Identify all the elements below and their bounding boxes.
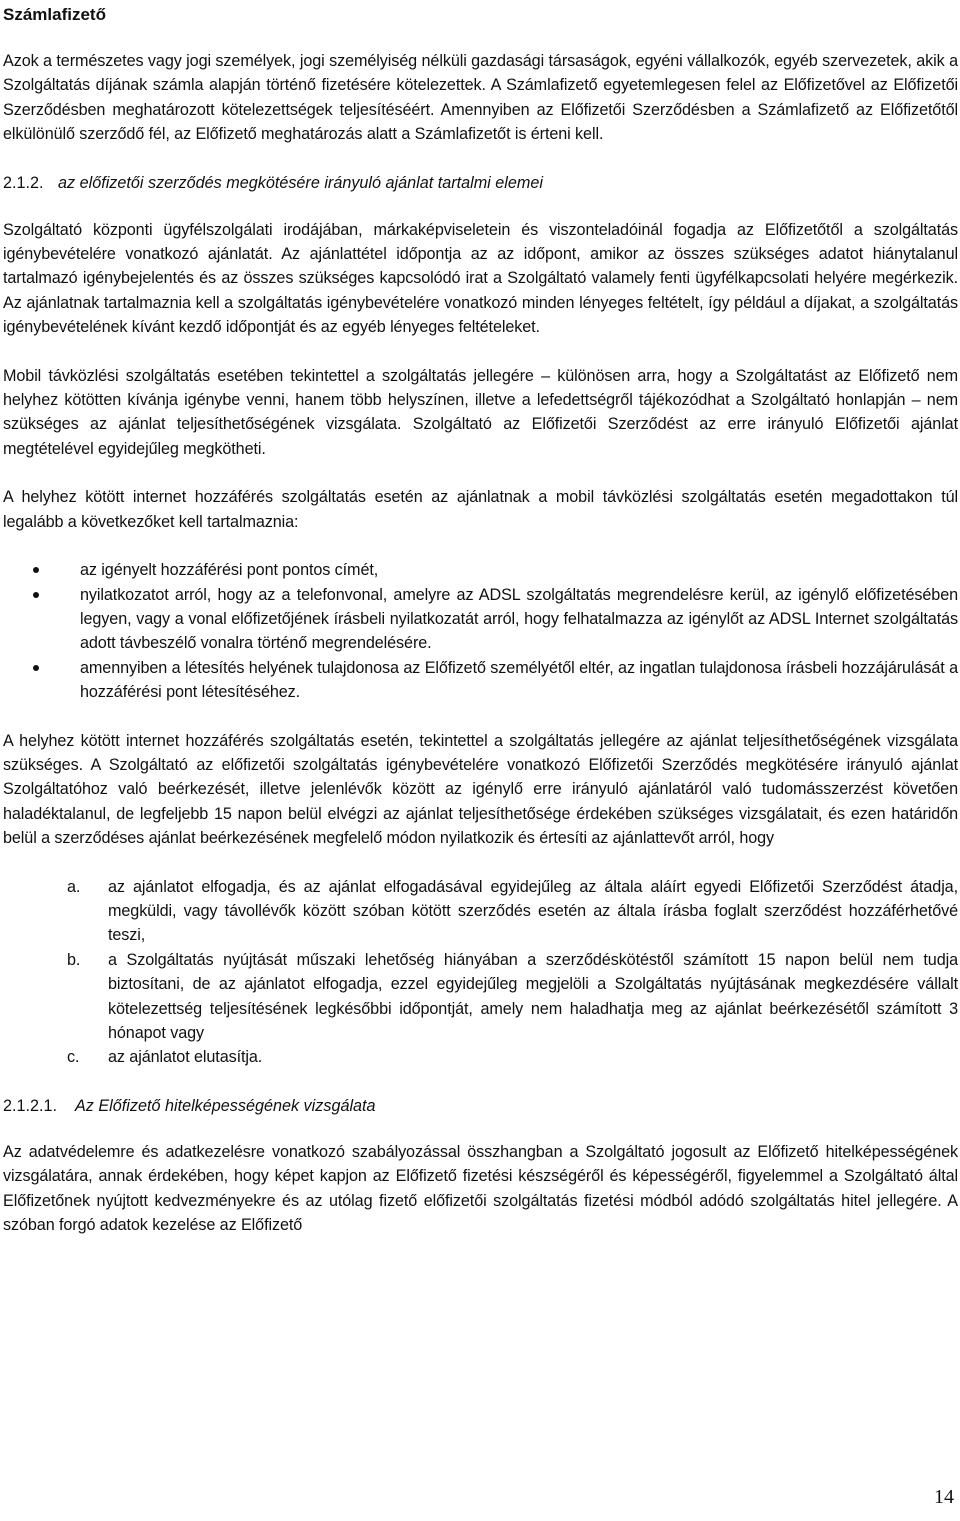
paragraph-creditworthiness: Az adatvédelemre és adatkezelésre vonatkozó szabályozással összhangban a Szolgáltató jogosult az Előfizető hitelképességének vizsgálatára, annak érdekében, hogy képet kapjon az Előfizető fizetési készségéről és képességéről, figyelemmel a Szolgáltató által Előfizetőnek nyújtott kedvezményekre és az utólag fizető előfizetői szolgáltatás fizetési módból adódó szolgáltatás hitel jellegére. A szóban forgó adatok kezelése az Előfizető	[3, 1142, 958, 1235]
requirements-list	[3, 558, 958, 704]
section-number: 2.1.2.1.	[3, 1096, 58, 1115]
page-number: 14	[934, 1486, 954, 1508]
bullet-icon	[33, 665, 39, 671]
section-title-creditworthiness	[3, 1094, 958, 1118]
section-title-text: az előfizetői szerződés megkötésére irányuló ajánlat tartalmi elemei	[58, 173, 543, 192]
paragraph-fixed-internet: A helyhez kötött internet hozzáférés szolgáltatás esetén az ajánlatnak a mobil távközlési szolgáltatás esetén megadottakon túl legalább a következőket kell tartalmaznia:	[3, 488, 958, 531]
section-title-offer	[3, 171, 958, 195]
list-marker: c.	[67, 1048, 80, 1067]
paragraph-mobile-service: Mobil távközlési szolgáltatás esetében tekintettel a szolgáltatás jellegére – különösen arra, hogy a Szolgáltatást az Előfizető nem helyhez kötötten kívánja igénybe venni, hanem több helyszínen, illetve a lefedettségről tájékozódhat a Szolgáltató honlapján – nem szükséges az ajánlat teljesíthetőségének vizsgálata. Szolgáltató az Előfizetői Szerződést az erre irányuló Előfizetői ajánlat megtételével egyidejűleg megkötheti.	[3, 366, 958, 458]
list-item: amennyiben a létesítés helyének tulajdonosa az Előfizető személyétől eltér, az ingatlan tulajdonosa írásbeli hozzájárulását a hozzáférési pont létesítéséhez.	[3, 656, 958, 705]
list-item: nyilatkozatot arról, hogy az a telefonvonal, amelyre az ADSL szolgáltatás megrendelésre kerül, az igénylő előfizetésében legyen, vagy a vonal előfizetőjének írásbeli nyilatkozatát arról, hogy felhatalmazza az igénylőt az ADSL Internet szolgáltatás adott távbeszélő vonalra történő megrendelésére.	[3, 583, 958, 656]
paragraph-feasibility-check: A helyhez kötött internet hozzáférés szolgáltatás esetén, tekintettel a szolgáltatás jellegére az ajánlat teljesíthetőségének vizsgálata szükséges. A Szolgáltató az előfizetői szolgáltatás igénybevételére vonatkozó Előfizetői Szerződés megkötésére irányuló ajánlat Szolgáltatóhoz való beérkezését, illetve jelenlévők között az igénylő erre irányuló ajánlatáról való tudomásszerzést követően haladéktalanul, de legfeljebb 15 napon belül elvégzi az ajánlat teljesíthetősége érdekében szükséges vizsgálatait, és ezen határidőn belül a szerződéses ajánlat beérkezésének megfelelő módon nyilatkozik és értesíti az ajánlattevőt arról, hogy	[3, 731, 958, 848]
list-marker: b.	[67, 950, 81, 969]
list-item: c. az ajánlatot elutasítja.	[3, 1045, 958, 1069]
list-item: a. az ajánlatot elfogadja, és az ajánlat elfogadásával egyidejűleg az általa aláírt egyedi Előfizetői Szerződést átadja, megküldi, vagy távollévők között szóban kötött szerződés esetén az általa írásba foglalt szerződést hozzáférhetővé teszi,	[3, 875, 958, 948]
section-number: 2.1.2.	[3, 173, 44, 192]
list-item: az igényelt hozzáférési pont pontos címét,	[3, 558, 958, 582]
paragraph-payer-definition: Azok a természetes vagy jogi személyek, jogi személyiség nélküli gazdasági társaságok, egyéni vállalkozók, egyéb szervezetek, akik a Szolgáltatás díjának számla alapján történő fizetésére kötelezettek. A Számlafizető egyetemlegesen felel az Előfizetővel az Előfizetői Szerződésben meghatározott kötelezettségek teljesítéséért. Amennyiben az Előfizetői Szerződésben a Számlafizető az Előfizetőtől elkülönülő szerződő fél, az Előfizető meghatározás alatt a Számlafizetőt is érteni kell.	[3, 52, 958, 144]
list-item: b. a Szolgáltatás nyújtását műszaki lehetőség hiányában a szerződéskötéstől számított 15 napon belül nem tudja biztosítani, de az ajánlatot elfogadja, ezzel egyidejűleg megjelöli a Szolgáltatás nyújtásának megkezdésére vállalt kötelezettség teljesítésének legkésőbbi időpontját, amely nem haladhatja meg az ajánlat beérkezésétől számított 3 hónapot vagy	[3, 948, 958, 1046]
response-options-list	[3, 875, 958, 1070]
list-marker: a.	[67, 877, 81, 896]
document-page	[3, 4, 958, 1237]
section-title-text: Az Előfizető hitelképességének vizsgálata	[75, 1096, 376, 1115]
section-heading: Számlafizető	[3, 5, 106, 24]
bullet-icon	[33, 592, 39, 598]
paragraph-offer-acceptance: Szolgáltató központi ügyfélszolgálati irodájában, márkaképviseletein és viszonteladóinál fogadja az Előfizetőtől a szolgáltatás igénybevételére vonatkozó ajánlatát. Az ajánlattétel időpontja az az időpont, amikor az összes szükséges adatot hiánytalanul tartalmazó igénybejelentés és az összes szükséges kapcsolódó irat a Szolgáltató valamely fenti ügyfélkapcsolati helyére megérkezik. Az ajánlatnak tartalmaznia kell a szolgáltatás igénybevételére vonatkozó minden lényeges feltételt, így például a díjakat, a szolgáltatás igénybevételének kívánt kezdő időpontját és az egyéb lényeges feltételeket.	[3, 220, 958, 337]
bullet-icon	[33, 567, 39, 573]
